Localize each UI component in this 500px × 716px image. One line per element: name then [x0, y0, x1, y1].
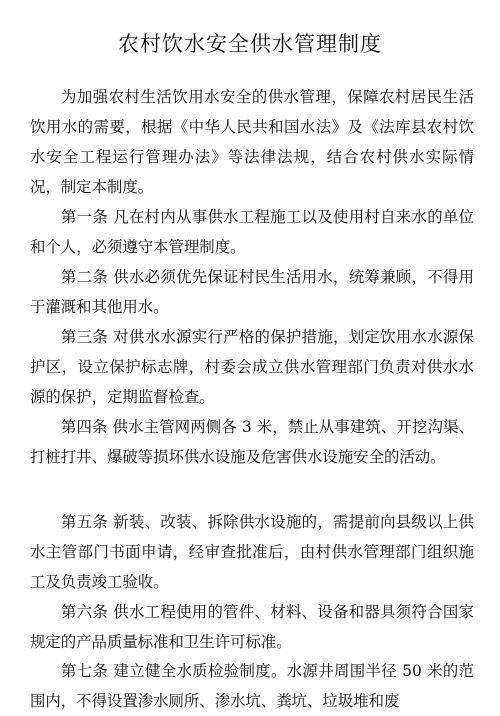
article-2-paragraph: 第二条 供水必须优先保证村民生活用水，统筹兼顾，不得用于灌溉和其他用水。 [30, 268, 474, 316]
article-5-paragraph: 第五条 新装、改装、拆除供水设施的，需提前向县级以上供水主管部门书面申请，经审查批准后，由村供水管理部门组织施工及负责竣工验收。 [30, 513, 474, 591]
article-3-paragraph: 第三条 对供水水源实行严格的保护措施，划定饮用水水源保护区，设立保护标志牌，村委会成立供水管理部门负责对供水水源的保护，定期监督检查。 [30, 328, 474, 406]
article-1-paragraph: 第一条 凡在村内从事供水工程施工以及使用村自来水的单位和个人，必须遵守本管理制度。 [30, 208, 474, 256]
preamble-paragraph: 为加强农村生活饮用水安全的供水管理，保障农村居民生活饮用水的需要，根据《中华人民共和国水法》及《法库县农村饮水安全工程运行管理办法》等法律法规，结合农村供水实际情况，制定本制度。 [30, 88, 474, 196]
document-title: 农村饮水安全供水管理制度 [118, 32, 382, 56]
article-6-paragraph: 第六条 供水工程使用的管件、材料、设备和器具须符合国家规定的产品质量标准和卫生许可标准。 [30, 603, 474, 651]
article-4-paragraph: 第四条 供水主管网两侧各 3 米，禁止从事建筑、开挖沟渠、打桩打井、爆破等损坏供水设施及危害供水设施安全的活动。 [30, 418, 474, 466]
article-7-paragraph: 第七条 建立健全水质检验制度。水源井周围半径 50 米的范围内，不得设置渗水厕所、渗水坑、粪坑、垃圾堆和废 [30, 662, 474, 710]
